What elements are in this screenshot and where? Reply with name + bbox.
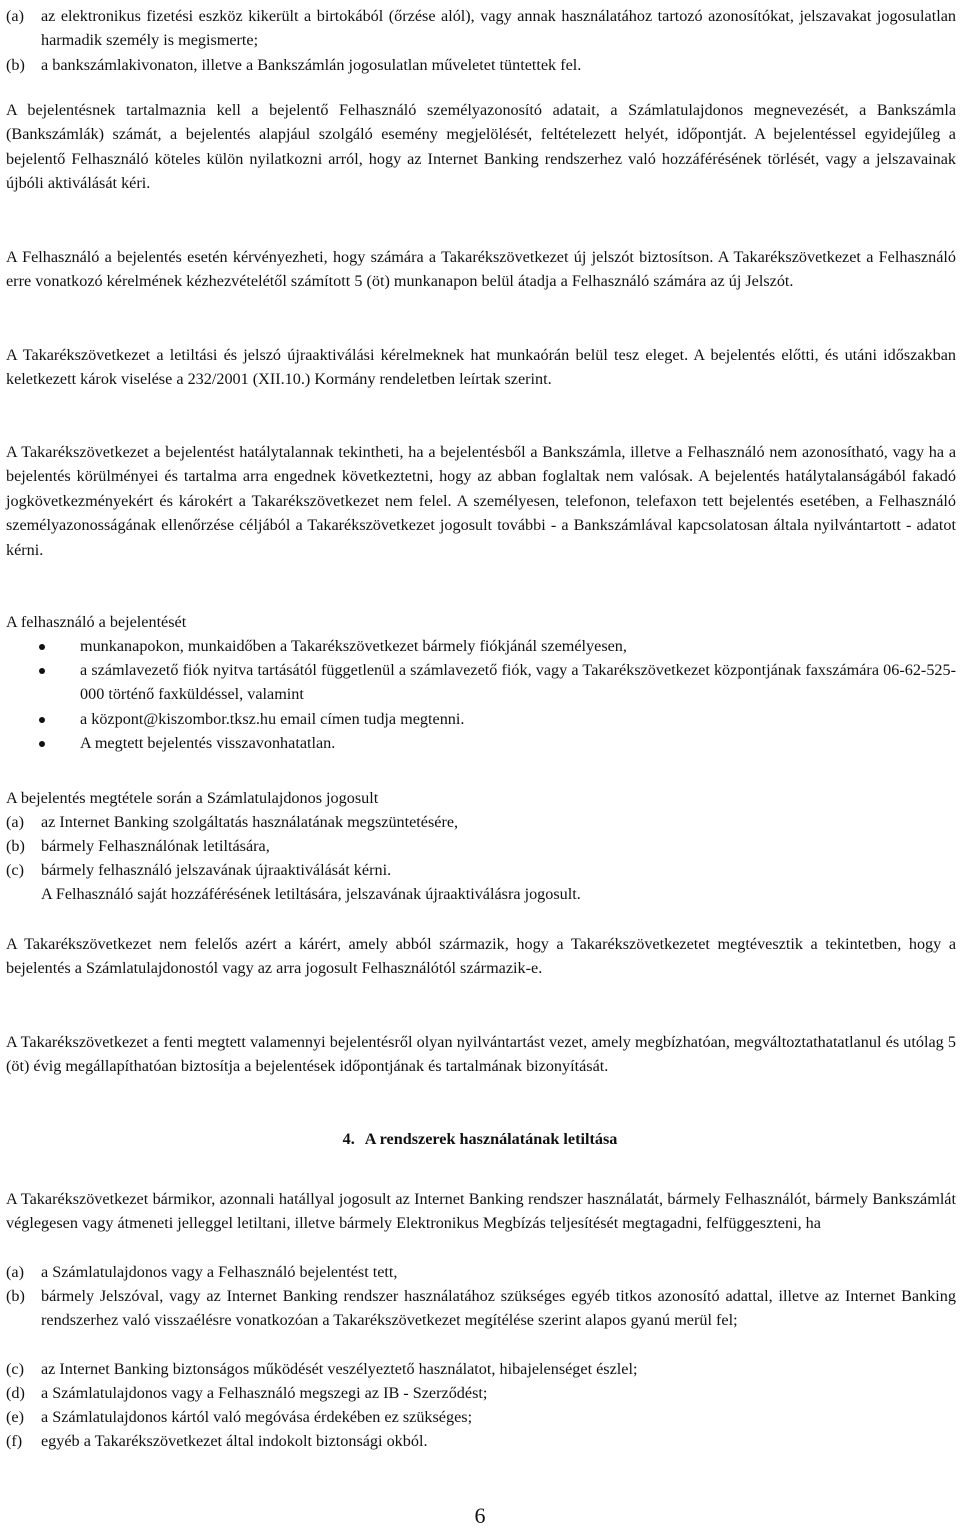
list-marker: (d) [6, 1384, 25, 1402]
page-number: 6 [474, 1503, 486, 1528]
list-marker: (a) [6, 7, 24, 25]
paragraph-liability [6, 932, 956, 981]
list-item-top-b [6, 53, 956, 78]
bullet-icon [39, 717, 45, 723]
list-marker: (c) [6, 861, 24, 879]
paragraph-report-contents [6, 98, 956, 196]
list-text: bármely Jelszóval, vagy az Internet Banking rendszer használatához szükséges egyéb titkos azonosító adattal, illetve az Internet Banking rendszerhez való visszaélésre vonatkozóan a Takarékszövetkezet megítélése szerint alapos gyanú merül fel; [41, 1287, 956, 1330]
list-marker: (a) [6, 813, 24, 831]
paragraph-text: A Takarékszövetkezet a bejelentést hatálytalannak tekintheti, ha a bejelentésből a Bankszámla, illetve a Felhasználó nem azonosítható, vagy ha a bejelentés körülményei és tartalma arra engednek következtetni, hogy az abban foglaltak nem valósak. A bejelentés hatálytalanságából fakadó jogkövetkezményekért és károkért a Takarékszövetkezet nem felel. A személyesen, telefonon, telefaxon tett bejelentés esetében, a Felhasználó személyazonosságának ellenőrzése céljából a Takarékszövetkezet jogosult további - a Bankszámlával kapcsolatosan általa nyilvántartott - adatot kérni. [6, 443, 956, 559]
bullet-item [6, 658, 956, 707]
list-marker: (c) [6, 1360, 24, 1378]
paragraph-text: A Takarékszövetkezet a fenti megtett valamennyi bejelentésről olyan nyilvántartást vezet, amely megbízhatóan, megváltoztathatatlanul és utólag 5 (öt) évig megállapíthatóan biztosítja a bejelentések időpontjának és tartalmának bizonyítását. [6, 1033, 956, 1076]
list-text: a Számlatulajdonos kártól való megóvása érdekében ez szükséges; [41, 1408, 473, 1426]
list-item-top-a [6, 4, 956, 53]
list-item-ban-b [6, 1284, 956, 1357]
list-marker: (a) [6, 1263, 24, 1281]
list-text: a Számlatulajdonos vagy a Felhasználó megszegi az IB - Szerződést; [41, 1384, 488, 1402]
paragraph-new-password [6, 245, 956, 294]
paragraph-text: A Takarékszövetkezet nem felelős azért a kárért, amely abból származik, hogy a Takarékszövetkezetet megtévesztik a tekintetben, hogy a bejelentés a Számlatulajdonostól vagy az arra jogosult Felhasználótól származik-e. [6, 935, 956, 978]
list-text: bármely Felhasználónak letiltására, [41, 837, 270, 855]
paragraph-response-time [6, 343, 956, 392]
list-text: a Számlatulajdonos vagy a Felhasználó bejelentést tett, [41, 1263, 398, 1281]
bullet-item [6, 731, 956, 756]
list-item-ban-c [6, 1357, 956, 1382]
bullet-text: munkanapokon, munkaidőben a Takarékszövetkezet bármely fiókjánál személyesen, [80, 637, 627, 655]
paragraph-invalid-report [6, 440, 956, 562]
list-text: az elektronikus fizetési eszköz kikerült a birtokából (őrzése alól), vagy annak használatához tartozó azonosítókat, jelszavakat jogosulatlan harmadik személy is megismerte; [41, 7, 956, 50]
bullet-item [6, 707, 956, 732]
paragraph-text: A bejelentés megtétele során a Számlatulajdonos jogosult [6, 789, 379, 807]
paragraph-text: A Takarékszövetkezet a letiltási és jelszó újraaktiválási kérelmeknek hat munkaórán belül tesz eleget. A bejelentés előtti, és utáni időszakban keletkezett károk viselése a 232/2001 (XII.10.) Kormány rendeletben leírtak szerint. [6, 346, 956, 389]
paragraph-report-channels-intro [6, 610, 956, 634]
list-marker: (e) [6, 1408, 24, 1426]
list-item-rights-a [6, 810, 956, 835]
list-marker: (f) [6, 1432, 23, 1450]
section-title: A rendszerek használatának letiltása [364, 1130, 618, 1148]
bullet-icon [39, 668, 45, 674]
paragraph-text: A Felhasználó a bejelentés esetén kérvényezheti, hogy számára a Takarékszövetkezet új jelszót biztosítson. A Takarékszövetkezet a Felhasználó erre vonatkozó kérelmének kézhezvételétől számított 5 (öt) munkanapon belül átadja a Felhasználó számára az új Jelszót. [6, 248, 956, 291]
bullet-text: a számlavezető fiók nyitva tartásától függetlenül a számlavezető fiók, vagy a Takarékszövetkezet központjának faxszámára 06-62-525-000 történő faxküldéssel, valamint [80, 661, 956, 704]
bullet-icon [39, 741, 45, 747]
paragraph-text: A felhasználó a bejelentését [6, 613, 187, 631]
paragraph-text: A bejelentésnek tartalmaznia kell a bejelentő Felhasználó személyazonosító adatait, a Számlatulajdonos megnevezését, a Bankszámla (Bankszámlák) számát, a bejelentés alapjául szolgáló esemény megjelölését, feltételezett helyét, időpontját. A bejelentéssel egyidejűleg a bejelentő Felhasználó köteles külön nyilatkozni arról, hogy az Internet Banking rendszerhez való hozzáférésének törlését, vagy a jelszavainak újbóli aktiválását kéri. [6, 101, 956, 193]
list-text: egyéb a Takarékszövetkezet által indokolt biztonsági okból. [41, 1432, 428, 1450]
list-item-rights-c [6, 858, 956, 883]
list-item-ban-f [6, 1429, 956, 1454]
list-marker: (b) [6, 837, 25, 855]
paragraph-suspension [6, 1187, 956, 1236]
list-item-rights-b [6, 834, 956, 859]
list-item-ban-d [6, 1381, 956, 1406]
paragraph-records [6, 1030, 956, 1079]
paragraph-owner-rights-intro [6, 786, 956, 810]
list-marker: (b) [6, 56, 25, 74]
section-heading [0, 1127, 960, 1151]
list-item-ban-a [6, 1260, 956, 1285]
paragraph-text: A Takarékszövetkezet bármikor, azonnali hatállyal jogosult az Internet Banking rendszer használatát, bármely Felhasználót, bármely Bankszámlát véglegesen vagy átmeneti jelleggel letiltani, illetve bármely Elektronikus Megbízás teljesítését megtagadni, felfüggeszteni, ha [6, 1190, 956, 1233]
paragraph-text: A Felhasználó saját hozzáférésének letiltására, jelszavának újraaktiválásra jogosult. [41, 885, 581, 903]
bullet-text: A megtett bejelentés visszavonhatatlan. [80, 734, 336, 752]
list-text: az Internet Banking biztonságos működését veszélyeztető használatot, hibajelenséget észlel; [41, 1360, 638, 1378]
list-text: bármely felhasználó jelszavának újraaktiválását kérni. [41, 861, 392, 879]
list-item-ban-e [6, 1405, 956, 1430]
bullet-text: a központ@kiszombor.tksz.hu email címen tudja megtenni. [80, 710, 465, 728]
paragraph-user-rights [6, 882, 956, 907]
list-marker: (b) [6, 1287, 25, 1305]
bullet-item [6, 634, 956, 659]
list-text: az Internet Banking szolgáltatás használatának megszüntetésére, [41, 813, 459, 831]
section-number: 4. [342, 1130, 355, 1148]
bullet-icon [39, 644, 45, 650]
list-text: a bankszámlakivonaton, illetve a Bankszámlán jogosulatlan műveletet tüntettek fel. [41, 56, 582, 74]
